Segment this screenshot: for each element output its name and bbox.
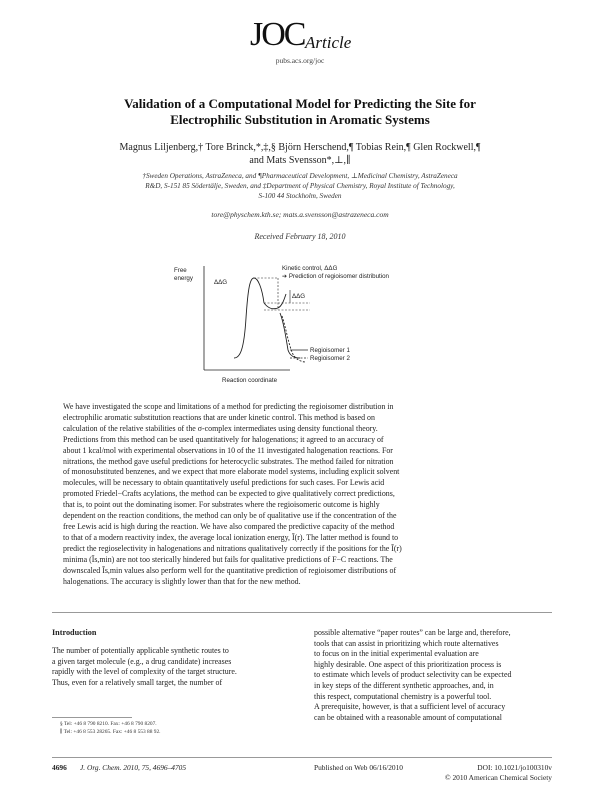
abstract-line: electrophilic aromatic substitution reactions that are under kinetic control. This method is based on	[63, 412, 375, 422]
footnote-divider	[52, 717, 132, 718]
author-list	[0, 142, 600, 167]
title-line: Electrophilic Substitution in Aromatic Systems	[170, 112, 430, 127]
abstract-line: calculation of the relative stabilities of the σ-complex intermediates using density functional theory.	[63, 423, 378, 433]
title-line: Validation of a Computational Model for Predicting the Site for	[124, 96, 476, 111]
ddg-sigma-label: ΔΔG	[292, 293, 306, 300]
kinetic-prediction-label: ➔ Prediction of regioisomer distribution	[282, 273, 389, 280]
body-line: A prerequisite, however, is that a sufficient level of accuracy	[314, 702, 506, 712]
abstract-line: free Lewis acid is high during the reaction. We have also compared the predictive capacity of the method	[63, 521, 395, 531]
doi[interactable]: DOI: 10.1021/jo100310v	[477, 763, 552, 772]
legend-regio2: Regioisomer 2	[310, 355, 350, 362]
body-line: this respect, computational chemistry is a powerful tool.	[314, 691, 492, 701]
body-line: to focus on in the initial experimental evaluation are	[314, 649, 479, 659]
affiliation-line: R&D, S-151 85 Södertälje, Sweden, and ‡Department of Physical Chemistry, Royal Institute of Technology,	[145, 182, 455, 190]
abstract-line: halogenations. The accuracy is slightly lower than that for the new method.	[63, 576, 301, 586]
journal-logo: JOC	[250, 16, 305, 53]
page-number: 4696	[52, 763, 67, 772]
citation: J. Org. Chem. 2010, 75, 4696–4705	[80, 763, 187, 772]
legend-regio1: Regioisomer 1	[310, 347, 350, 354]
body-line: Thus, even for a relatively small target, the number of	[52, 677, 223, 687]
affiliation-line: S-100 44 Stockholm, Sweden	[258, 192, 342, 200]
abstract-line: nitrations, the method gave useful predictions for heterocyclic substrates. The method failed for nitration	[63, 456, 394, 466]
body-line: to estimate which levels of product selectivity can be expected	[314, 670, 512, 680]
y-axis-label: Free	[174, 267, 187, 274]
body-line: highly desirable. One aspect of this prioritization process is	[314, 659, 502, 669]
body-line: The number of potentially applicable synthetic routes to	[52, 646, 229, 655]
energy-curve-product-2	[282, 316, 306, 362]
abstract-line: about 1 kcal/mol with experimental observations in 10 of the 11 investigated halogenation reactions. For	[63, 445, 393, 455]
body-column-left	[52, 646, 292, 688]
body-column-right	[314, 628, 552, 723]
energy-curve-intermediate	[264, 294, 286, 309]
journal-url[interactable]: pubs.acs.org/joc	[275, 56, 325, 65]
kinetic-control-label: Kinetic control, ΔΔG	[282, 265, 338, 272]
abstract-line: downscaled Īs,min values also perform well for the quantitative prediction of regioisomer distributions of	[63, 565, 397, 575]
abstract-line: to that of a modern reactivity index, the average local ionization energy, Ī(r). The latter method is found to	[63, 532, 399, 542]
dg-ox-label: ΔΔG	[214, 279, 228, 286]
toc-graphic	[170, 258, 432, 388]
copyright: © 2010 American Chemical Society	[444, 773, 552, 782]
affiliation-line: †Sweden Operations, AstraZeneca, and ¶Pharmaceutical Development, ⊥Medicinal Chemistry, AstraZeneca	[142, 172, 458, 180]
body-line: rapidly with the level of complexity of the target structure.	[52, 667, 237, 677]
article-type-label: Article	[305, 33, 352, 52]
body-line: can be obtained with a reasonable amount of computational	[314, 712, 502, 722]
abstract	[63, 402, 517, 587]
abstract-line: We have investigated the scope and limitations of a method for predicting the regioisomer distribution in	[63, 402, 394, 411]
footer-divider	[52, 757, 552, 758]
footnote: ∥ Tel: +46 8 553 28265. Fax: +46 8 553 88 92.	[60, 729, 161, 735]
abstract-line: that is, to point out the dominating isomer. For substrates where the regioisomeric outcome is highly	[63, 500, 380, 510]
abstract-line: promoted Friedel−Crafts acylations, the method can be expected to give qualitatively correct predictions,	[63, 489, 395, 499]
body-line: tools that can assist in prioritizing which route alternatives	[314, 638, 499, 648]
abstract-line: molecules, will be necessary to obtain quantitatively useful predictions for such cases. For Lewis acid	[63, 478, 385, 488]
paper-title	[0, 96, 600, 128]
abstract-line: of monosubstituted benzenes, and we expect that more elaborate model systems, including explicit solvent	[63, 467, 400, 477]
abstract-line: minima (Īs,min) are not too sterically hindered but fails for qualitative predictions of F−C reactions. The	[63, 554, 393, 564]
published-date: Published on Web 06/16/2010	[314, 763, 403, 772]
section-heading-introduction: Introduction	[52, 628, 97, 637]
body-line: in key steps of the different synthetic approaches, and, in	[314, 680, 494, 690]
abstract-line: predict the regioselectivity in halogenations and nitrations qualitatively correctly if the positions for the Ī(r)	[63, 543, 402, 553]
affiliations	[0, 171, 600, 201]
body-line: a given target molecule (e.g., a drug candidate) increases	[52, 656, 232, 666]
abstract-line: Predictions from this method can be used quantitatively for halogenations; it agreed to an accuracy of	[63, 434, 384, 444]
contact-emails[interactable]: tore@physchem.kth.se; mats.a.svensson@astrazeneca.com	[211, 210, 389, 219]
author-line: and Mats Svensson*,⊥,∥	[249, 154, 351, 166]
section-divider	[52, 612, 552, 613]
energy-curve-reactant	[234, 278, 264, 358]
received-date: Received February 18, 2010	[254, 232, 346, 241]
body-line: possible alternative “paper routes” can be large and, therefore,	[314, 628, 511, 637]
y-axis-label: energy	[174, 275, 193, 282]
footnote: § Tel: +46 8 790 8210. Fax: +46 8 790 8207.	[60, 721, 157, 727]
abstract-line: dependent on the reaction conditions, the method can only be of qualitative use if the concentration of the	[63, 511, 397, 521]
author-line: Magnus Liljenberg,† Tore Brinck,*,‡,§ Björn Herschend,¶ Tobias Rein,¶ Glen Rockwell,¶	[119, 142, 481, 153]
energy-diagram	[170, 258, 432, 388]
x-axis-label: Reaction coordinate	[222, 377, 278, 384]
